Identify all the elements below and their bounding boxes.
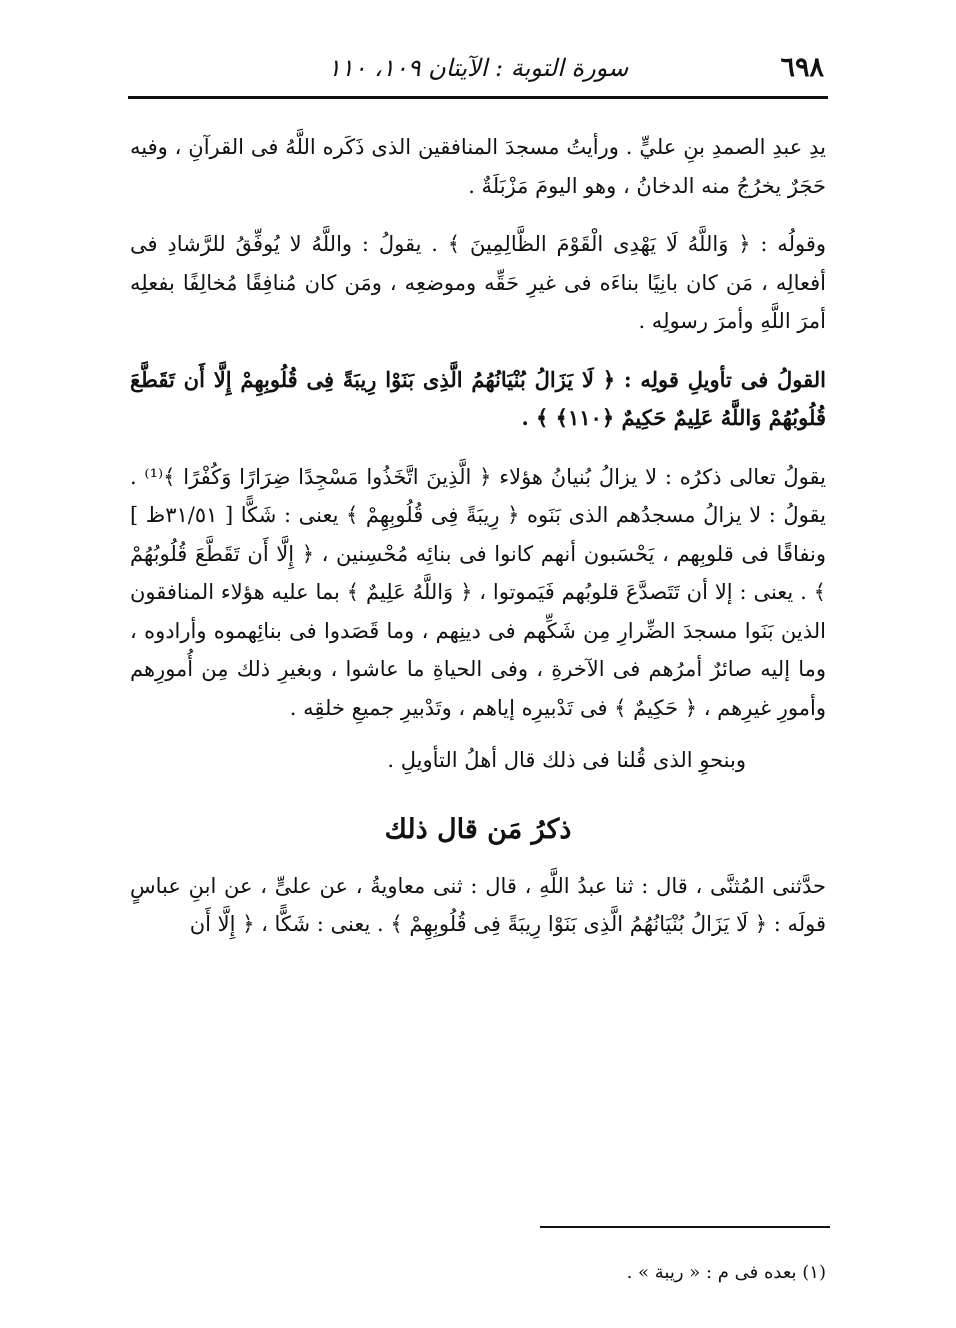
header-rule — [128, 96, 828, 99]
section-heading: ذكرُ مَن قال ذلك — [384, 813, 572, 845]
footnote: (١) بعده فى م : « ريبة » . — [626, 1262, 826, 1283]
footnote-rule — [540, 1226, 830, 1228]
paragraph-6: حدَّثنى المُثنَّى ، قال : ثنا عبدُ اللَّهِ ، قال : ثنى معاويةُ ، عن علىٍّ ، عن ابنِ عباسٍ قولَه : ﴿ لَا يَزَالُ بُنْيَانُهُمُ الَّذِى بَنَوْا رِيبَةً فِى قُلُوبِهِمْ ﴾ . يعنى : شَكًّا ، ﴿ إِلَّا أَن — [130, 873, 826, 936]
page-header — [132, 44, 824, 88]
paragraph-3-verse-heading: القولُ فى تأويلِ قولِه : ﴿ لَا يَزَالُ بُنْيَانُهُمُ الَّذِى بَنَوْا رِيبَةً فِى قُلُوبِهِمْ إِلَّا أَن تَقَطَّعَ قُلُوبُهُمْ وَاللَّهُ عَلِيمٌ حَكِيمٌ ﴿١١٠﴾ ﴾ . — [130, 366, 826, 430]
paragraph-4: يقولُ تعالى ذكرُه : لا يزالُ بُنيانُ هؤلاء ﴿ الَّذِينَ اتَّخَذُوا مَسْجِدًا ضِرَارًا وَكُفْرًا ﴾⁽¹⁾ . يقولُ : لا يزالُ مسجدُهم الذى بَنَوه ﴿ رِيبَةً فِى قُلُوبِهِمْ ﴾ يعنى : شَكًّا [ ٣١/٥١ظ ] ونفاقًا فى قلوبِهم ، يَحْسَبون أنهم كانوا فى بنائِه مُحْسِنين ، ﴿ إِلَّا أَن تَقَطَّعَ قُلُوبُهُمْ ﴾ . يعنى : إلا أن تَتَصدَّعَ قلوبُهم فَيَموتوا ، ﴿ وَاللَّهُ عَلِيمٌ ﴾ بما عليه هؤلاء المنافقون الذين بَنَوا مسجدَ الضِّرارِ مِن شَكِّهم فى دينِهم ، وما قَصَدوا فى بنائِهموه وأرادوه ، وما إليه صائرٌ أمرُهم فى الآخرةِ ، وفى الحياةِ ما عاشوا ، وبغيرِ ذلك مِن أُمورِهم وأمورِ غيرِهم ، ﴿ حَكِيمٌ ﴾ فى تَدْبيرِه إياهم ، وتَدْبيرِ جميعِ خلقِه . — [130, 464, 826, 720]
page-body — [130, 128, 826, 944]
running-title: سورة التوبة : الآيتان ١٠٩، ١١٠ — [327, 54, 629, 82]
page-number: ٦٩٨ — [780, 52, 824, 83]
paragraph-1: يدِ عبدِ الصمدِ بنِ عليٍّ . ورأيتُ مسجدَ المنافقين الذى ذَكَره اللَّهُ فى القرآنِ ، وفيه حَجَرٌ يخرُجُ منه الدخانُ ، وهو اليومَ مَزْبَلَةٌ . — [130, 135, 826, 198]
paragraph-2: وقولُه : ﴿ وَاللَّهُ لَا يَهْدِى الْقَوْمَ الظَّالِمِينَ ﴾ . يقولُ : واللَّهُ لا يُوفِّقُ للرَّشادِ فى أفعالِه ، مَن كان بانِيًا بناءَه فى غيرِ حَقِّه وموضعِه ، ومَن كان مُنافِقًا مُخالِفًا بفعلِه أمرَ اللَّهِ وأمرَ رسولِه . — [130, 232, 826, 333]
paragraph-5: وبنحوِ الذى قُلنا فى ذلك قال أهلُ التأويلِ . — [387, 748, 746, 772]
